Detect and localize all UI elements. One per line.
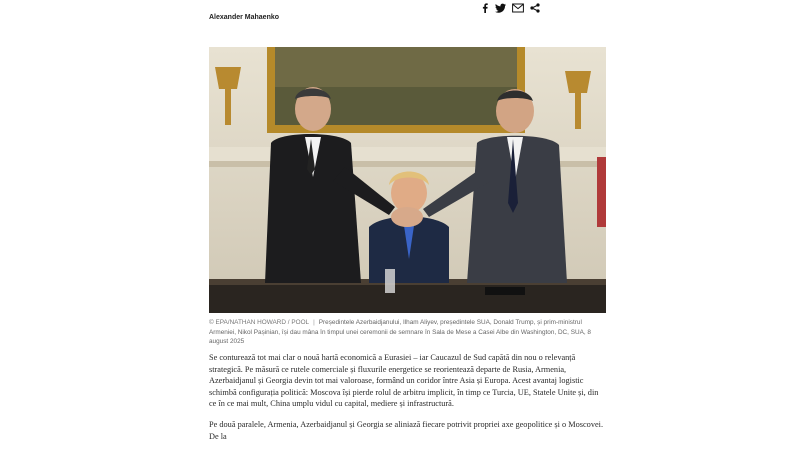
article-photo (209, 47, 606, 313)
share-bar (481, 0, 540, 10)
photo-caption (209, 318, 606, 347)
email-icon[interactable] (512, 0, 524, 18)
facebook-icon[interactable] (481, 0, 489, 18)
paragraph-1: Se conturează tot mai clar o nouă hartă economică a Eurasiei – iar Caucazul de Sud capătă din nou o relevanță strategică. Pe măsură ce rutele comerciale și fluxurile energetice se reorientează departe de Rusia, Armenia, Azerbaidjanul și Georgia devin tot mai valoroase, formând un coridor între Asia și Europa. Acest avantaj logistic schimbă configurația politică: Moscova își pierde rolul de arbitru implicit, în timp ce Turcia, UE, Statele Unite și, din ce în ce mai mult, China umplu vidul cu capital, mediere și infrastructură. (209, 353, 599, 409)
twitter-icon[interactable] (495, 0, 506, 18)
photo-credit: © EPA/NATHAN HOWARD / POOL (209, 319, 310, 326)
caption-text: Președintele Azerbaidjanului, Ilham Aliyev, președintele SUA, Donald Trump, și prim-ministrul Armeniei, Nikol Pașinian, își dau mâna în timpul unei ceremonii de semnare în Sala de Mese a Casei Albe din Washington, DC, SUA, 8 august 2025 (209, 319, 591, 346)
caption-separator: | (313, 319, 315, 326)
author-name[interactable]: Alexander Mahaenko (209, 14, 280, 21)
share-icon[interactable] (530, 0, 540, 18)
article-body (209, 352, 607, 451)
paragraph-2: Pe două paralele, Armenia, Azerbaidjanul și Georgia se aliniază fiecare potrivit propriei axe geopolitice și o Moscovei. De la (209, 419, 604, 441)
